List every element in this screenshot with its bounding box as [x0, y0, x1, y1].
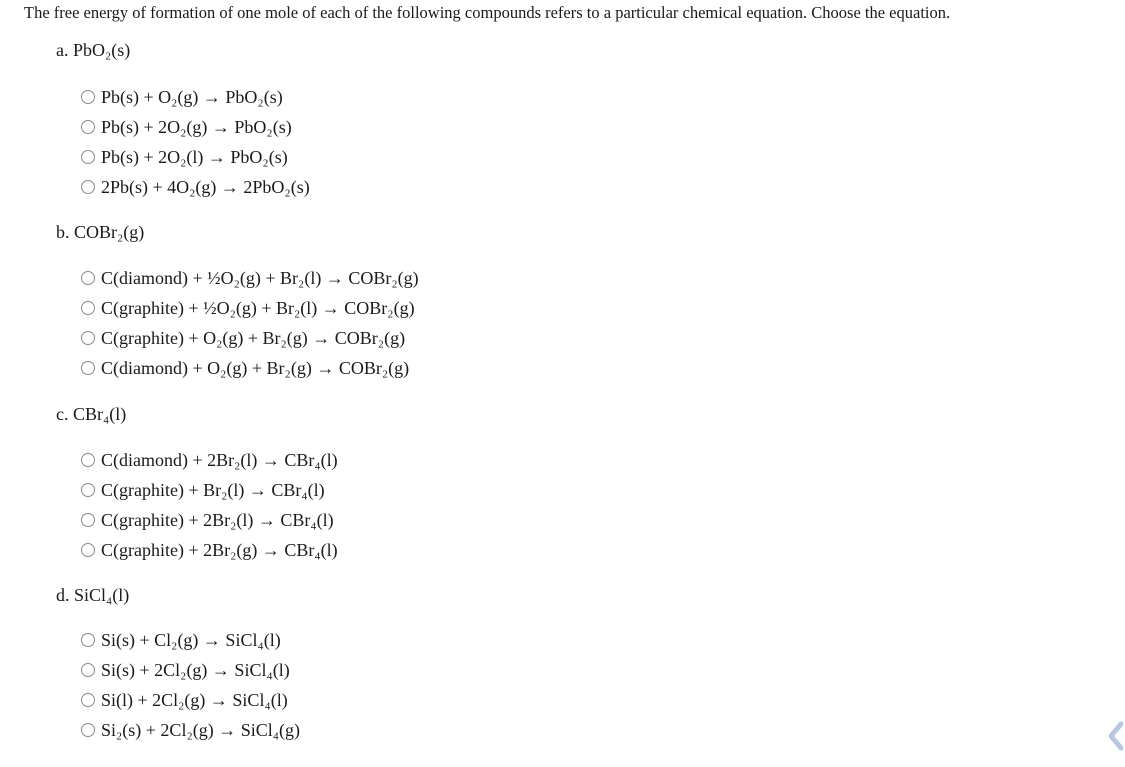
radio-button[interactable]: [81, 633, 95, 647]
radio-button[interactable]: [81, 90, 95, 104]
radio-button[interactable]: [81, 453, 95, 467]
option-d-1[interactable]: [81, 625, 300, 655]
option-b-3[interactable]: [81, 323, 419, 353]
equation-text: Si(l) + 2Cl₂(g) → SiCl₄(l): [101, 689, 288, 710]
option-a-1[interactable]: [81, 82, 310, 112]
radio-button[interactable]: [81, 150, 95, 164]
option-c-1[interactable]: [81, 445, 338, 475]
radio-button[interactable]: [81, 301, 95, 315]
equation-text: Pb(s) + O₂(g) → PbO₂(s): [101, 86, 283, 107]
option-b-2[interactable]: [81, 293, 419, 323]
equation-text: Pb(s) + 2O₂(l) → PbO₂(s): [101, 146, 288, 167]
equation-text: Pb(s) + 2O₂(g) → PbO₂(s): [101, 116, 292, 137]
equation-text: C(graphite) + 2Br₂(g) → CBr₄(l): [101, 539, 338, 560]
question-c-label: c. CBr₄(l): [56, 404, 127, 424]
option-d-3[interactable]: [81, 685, 300, 715]
radio-button[interactable]: [81, 180, 95, 194]
question-c-options: [81, 445, 338, 565]
option-a-2[interactable]: [81, 112, 310, 142]
option-d-2[interactable]: [81, 655, 300, 685]
equation-text: 2Pb(s) + 4O₂(g) → 2PbO₂(s): [101, 176, 310, 197]
question-b-options: [81, 263, 419, 383]
question-b-label: b. COBr₂(g): [56, 222, 145, 242]
question-d-label: d. SiCl₄(l): [56, 585, 130, 605]
radio-button[interactable]: [81, 483, 95, 497]
equation-text: Si(s) + Cl₂(g) → SiCl₄(l): [101, 629, 281, 650]
radio-button[interactable]: [81, 513, 95, 527]
radio-button[interactable]: [81, 723, 95, 737]
question-a-options: [81, 82, 310, 202]
radio-button[interactable]: [81, 331, 95, 345]
equation-text: C(diamond) + 2Br₂(l) → CBr₄(l): [101, 449, 338, 470]
option-a-4[interactable]: [81, 172, 310, 202]
radio-button[interactable]: [81, 120, 95, 134]
instructions-text: The free energy of formation of one mole of each of the following compounds refers to a particular chemical equation. Choose the equation.: [24, 3, 951, 22]
radio-button[interactable]: [81, 693, 95, 707]
equation-text: C(graphite) + ½O₂(g) + Br₂(l) → COBr₂(g): [101, 297, 415, 318]
equation-text: Si(s) + 2Cl₂(g) → SiCl₄(l): [101, 659, 290, 680]
option-d-4[interactable]: [81, 715, 300, 745]
option-c-2[interactable]: [81, 475, 338, 505]
question-a-label: a. PbO₂(s): [56, 40, 131, 60]
radio-button[interactable]: [81, 361, 95, 375]
option-b-1[interactable]: [81, 263, 419, 293]
equation-text: C(diamond) + ½O₂(g) + Br₂(l) → COBr₂(g): [101, 267, 419, 288]
equation-text: C(graphite) + Br₂(l) → CBr₄(l): [101, 479, 325, 500]
radio-button[interactable]: [81, 271, 95, 285]
equation-text: C(graphite) + O₂(g) + Br₂(g) → COBr₂(g): [101, 327, 406, 348]
question-d-options: [81, 625, 300, 745]
radio-button[interactable]: [81, 543, 95, 557]
equation-text: C(diamond) + O₂(g) + Br₂(g) → COBr₂(g): [101, 357, 410, 378]
option-c-4[interactable]: [81, 535, 338, 565]
equation-text: C(graphite) + 2Br₂(l) → CBr₄(l): [101, 509, 334, 530]
option-b-4[interactable]: [81, 353, 419, 383]
equation-text: Si₂(s) + 2Cl₂(g) → SiCl₄(g): [101, 719, 300, 740]
chevron-left-icon[interactable]: [1105, 720, 1125, 752]
option-c-3[interactable]: [81, 505, 338, 535]
radio-button[interactable]: [81, 663, 95, 677]
option-a-3[interactable]: [81, 142, 310, 172]
